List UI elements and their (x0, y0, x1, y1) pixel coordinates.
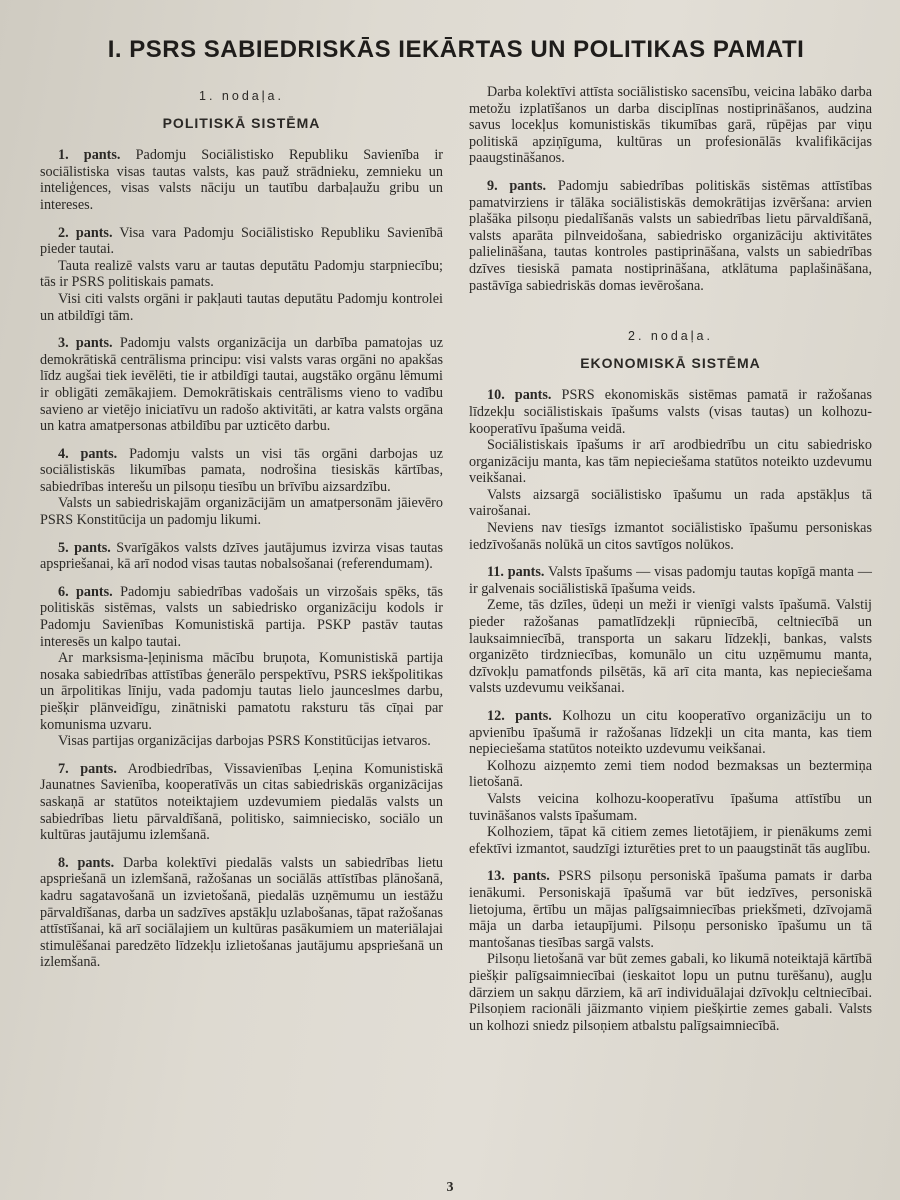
chapter-1-title: POLITISKĀ SISTĒMA (162, 114, 321, 131)
paragraph-text: Valsts un sabiedriskajām organizācijām un amatpersonām jāievēro PSRS Konstitūcija un padomju likumi. (40, 495, 443, 529)
right-column-bottom (469, 387, 872, 1034)
paragraph-text: Svarīgākos valsts dzīves jautājumus izvirza visas tautas apspriešanai, kā arī nodod visas tautas nobalsošanai (referendumam). (40, 539, 443, 573)
article-number: 13. pants. (487, 868, 550, 885)
chapter-2-label: 2. nodaļa. (628, 329, 713, 344)
article-number: 2. pants. (58, 224, 113, 241)
paragraph-text: Padomju sabiedrības politiskās sistēmas attīstības pamatvirziens ir tālāka sociālistiskās demokrātijas izvēršana: arvien plašāka pilsoņu piedalīšanās valsts un sabiedrības lietu pārvaldīšanā, valsts aparāta pilnveidošana, sabiedrisko organizāciju aktivitātes palielināšana, tautas kontroles pastiprināšana, valsts un sabiedrības dzīves tiesiskā pamata nostiprināšana, atklātuma paplašināšana, pastāvīga sabiedriskās domas ievērošana. (469, 177, 872, 294)
chapter-1-label: 1. nodaļa. (199, 89, 284, 103)
right-column (469, 84, 872, 1034)
paragraph-text: Visas partijas organizācijas darbojas PSRS Konstitūcijas ietvaros. (58, 733, 431, 750)
paragraph-text: Kolhozu aizņemto zemi tiem nodod bezmaksas un beztermiņa lietošanā. (469, 757, 872, 791)
paragraph (40, 258, 443, 291)
section-title: I. PSRS SABIEDRISKĀS IEKĀRTAS UN POLITIKAS PAMATI (107, 36, 805, 63)
article-number: 9. pants. (487, 177, 547, 194)
paragraph-text: Sociālistiskais īpašums ir arī arodbiedrību un citu sabiedrisko organizāciju manta, kas tām nepieciešama statūtos noteikto uzdevumu veikšanai. (469, 437, 872, 487)
paragraph (40, 291, 443, 324)
paragraph (469, 520, 872, 553)
paragraph (469, 487, 872, 520)
article-number: 8. pants. (58, 854, 115, 871)
article-paragraph (40, 855, 443, 971)
paragraph-text: Valsts aizsargā sociālistisko īpašumu un rada apstākļus tā vairošanai. (469, 486, 872, 520)
paragraph (40, 650, 443, 733)
paragraph (469, 437, 872, 487)
article-paragraph (469, 178, 872, 294)
left-column (40, 84, 443, 1034)
paragraph (469, 84, 872, 167)
paragraph-text: Padomju valsts un visi tās orgāni darbojas uz sociālistiskās likumības pamata, nodrošina tiesiskās kārtības, sabiedrības interešu un pilsoņu tiesību un brīvību aizsardzību. (40, 445, 443, 495)
paragraph-text: PSRS pilsoņu personiskā īpašuma pamats ir darba ienākumi. Personiskajā īpašumā var būt iedzīves, personiskā lietojuma, ērtību un mājas palīgsaimniecības priekšmeti, dzīvojamā māja un darba ietaupījumi. Pilsoņu personisko īpašumu un tā mantošanas tiesības sargā valsts. (469, 868, 872, 951)
paragraph-text: Ar marksisma-ļeņinisma mācību bruņota, Komunistiskā partija nosaka sabiedrības attīstības ģenerālo perspektīvu, PSRS iekšpolitikas un ārpolitikas līniju, vada padomju tautas lielo jaunceslmes darbu, piešķir plānveidīgu, zinātniski pamatotu raksturu tās cīņai par komunisma uzvaru. (40, 650, 443, 733)
article-paragraph (40, 335, 443, 435)
article-paragraph (469, 868, 872, 951)
article-number: 6. pants. (58, 583, 113, 600)
paragraph-text: Padomju valsts organizācija un darbība pamatojas uz demokrātiskā centrālisma principu: visi valsts varas orgāni no apakšas līdz augšai tiek ievēlēti, tie ir atbildīgi tautai, augstāko orgānu lēmumi ir obligāti zemākajiem. Demokrātiskais centrālisms vieno to vadību savieno ar vietējo iniciatīvu un radošo aktivitāti, ar katra valsts orgāna un katra amatpersonas atbildību par uzticēto darbu. (40, 335, 443, 435)
paragraph-text: Padomju Sociālistisko Republiku Savienība ir sociālistiska visas tautas valsts, kas pauž strādnieku, zemnieku un inteliģences, visas valsts nāciju un tautību darbaļaužu gribu un intereses. (40, 147, 443, 213)
article-number: 10. pants. (487, 387, 552, 404)
article-paragraph (40, 761, 443, 844)
paragraph-text: Neviens nav tiesīgs izmantot sociālistisko īpašumu personiskas iedzīvošanās nolūkā un citos savtīgos nolūkos. (469, 520, 872, 553)
paragraph (469, 951, 872, 1034)
paragraph-text: Visa vara Padomju Sociālistisko Republiku Savienībā pieder tautai. (40, 224, 443, 258)
paragraph (40, 733, 443, 750)
article-paragraph (40, 584, 443, 650)
paragraph-text: Valsts veicina kolhozu-kooperatīvu īpašuma attīstību un tuvināšanos valsts īpašumam. (469, 790, 872, 824)
paragraph-text: Darba kolektīvi piedalās valsts un sabiedrības lietu apspriešanā un izlemšanā, ražošanas un sociālās attīstības plānošanā, kadru sagatavošanā un izvietošanā, piedalās uzņēmumu un iestāžu pārvaldīšanas, darba un sadzīves apstākļu uzlabošanas, tāpat ražošanas attīstīšanai, kā arī sociālajiem un kultūras pasākumiem un materiālajai stimulēšanai paredzēto līdzekļu izlietošanas jautājumu apspriešanā un izlemšanā. (40, 854, 444, 971)
article-number: 12. pants. (487, 708, 552, 724)
article-paragraph (40, 540, 443, 573)
paragraph (469, 824, 872, 857)
paragraph-text: Padomju sabiedrības vadošais un virzošais spēks, tās politiskās sistēmas, valsts un sabiedrisko organizāciju kodols ir Padomju Savienības Komunistiskā partija. PSKP pastāv tautas interesēs un kalpo tautai. (40, 583, 443, 650)
paragraph (40, 495, 443, 528)
paragraph-text: Valsts īpašums — visas padomju tautas kopīgā manta — ir galvenais sociālistiskā īpašuma veids. (469, 564, 872, 597)
paragraph-text: Darba kolektīvi attīsta sociālistisko sacensību, veicina labāko darba metožu izplatīšanos un darba disciplīnas nostiprināšanos, audzina savus locekļus komunistiskās tikumības garā, rūpējas par viņu politiskā apziņīguma, kultūras un profesionālās kvalifikācijas paaugstināšanos. (469, 84, 872, 167)
paragraph-text: Visi citi valsts orgāni ir pakļauti tautas deputātu Padomju kontrolei un atbildīgi tām. (40, 290, 443, 324)
article-number: 4. pants. (58, 445, 118, 462)
article-paragraph (40, 225, 443, 258)
paragraph-text: Arodbiedrības, Vissavienības Ļeņina Komunistiskā Jaunatnes Savienība, kooperatīvās un citas sabiedriskās organizācijas saskaņā ar statūtos noteiktajiem uzdevumiem piedalās valsts un sabiedrības lietu pārvaldīšanā, politisko, saimniecisko, sociālo un kultūras jautājumu izlemšanā. (40, 760, 443, 844)
article-paragraph (40, 446, 443, 496)
paragraph (469, 758, 872, 791)
paragraph (469, 791, 872, 824)
article-number: 5. pants. (58, 539, 111, 556)
paragraph-text: Zeme, tās dzīles, ūdeņi un meži ir vienīgi valsts īpašumā. Valstij pieder ražošanas pamatlīdzekļi rūpniecībā, celtniecībā un lauksaimniecībā, transporta un sakaru līdzekļi, bankas, valsts organizēto tirdzniecības, komunālo un citu uzņēmumu manta, dzīvokļu pamatfonds pilsētās, kā arī cita manta, kas nepieciešama valsts uzdevumu veikšanai. (469, 597, 872, 697)
article-paragraph (469, 564, 872, 597)
paragraph (469, 597, 872, 697)
text-columns (40, 84, 872, 1034)
paragraph-text: Tauta realizē valsts varu ar tautas deputātu Padomju starpniecību; tās ir PSRS politiskais pamats. (40, 257, 443, 291)
article-number: 7. pants. (58, 760, 117, 777)
chapter-2-title: EKONOMISKĀ SISTĒMA (580, 354, 761, 371)
paragraph-text: Kolhozu un citu kooperatīvo organizāciju un to apvienību īpašumā ir ražošanas līdzekļi un cita manta, kas tiem nepieciešama statūtos noteikto uzdevumu veikšanai. (469, 708, 873, 758)
article-number: 1. pants. (58, 147, 121, 164)
article-paragraph (469, 387, 872, 437)
right-column-top (469, 84, 872, 294)
paragraph-text: Kolhoziem, tāpat kā citiem zemes lietotājiem, ir pienākums zemi efektīvi izmantot, saudzīgi izturēties pret to un paaugstināt tās auglību. (469, 824, 872, 857)
article-number: 11. pants. (487, 564, 545, 581)
paragraph-text: PSRS ekonomiskās sistēmas pamatā ir ražošanas līdzekļu sociālistiskais īpašums valsts (visas tautas) un kolhozu-kooperatīvu īpašuma veidā. (469, 387, 872, 437)
paragraph-text: Pilsoņu lietošanā var būt zemes gabali, ko likumā noteiktajā kārtībā piešķir palīgsaimniecībai (ieskaitot lopu un putnu turēšanu), augļu dārziem un sakņu dārziem, kā arī individuālajai dzīvokļu celtniecībai. Pilsoņiem racionāli jāizmanto viņiem piešķirtie zemes gabali. Valsts un kolhozi sniedz pilsoņiem atbalstu palīgsaimniecībā. (469, 951, 872, 1034)
article-paragraph (40, 147, 443, 213)
article-paragraph (469, 708, 872, 758)
page-number: 3 (446, 1180, 454, 1195)
article-number: 3. pants. (58, 335, 113, 352)
